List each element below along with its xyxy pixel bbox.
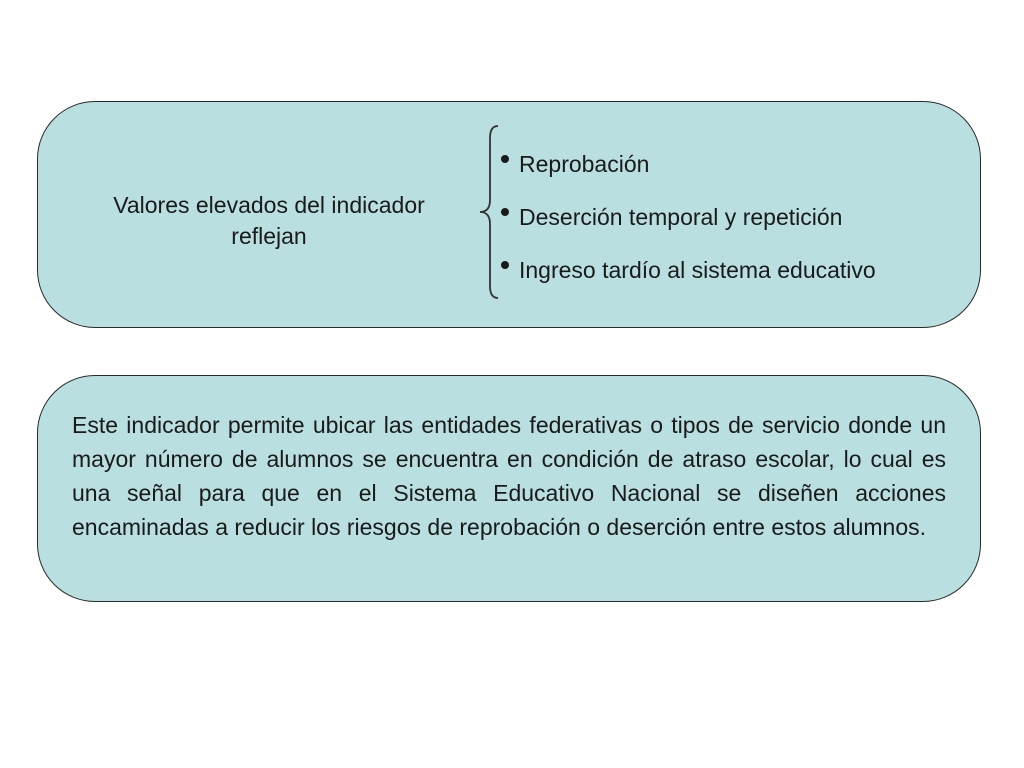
indicator-description-panel (37, 375, 981, 602)
list-item (501, 138, 876, 191)
list-item (501, 244, 876, 297)
bullet-icon (501, 155, 509, 163)
effects-list (501, 138, 876, 297)
description-paragraph: Este indicador permite ubicar las entidades federativas o tipos de servicio donde un mayor número de alumnos se encuentra en condición de atraso escolar, lo cual es una señal para que en el Sistema Educativo Nacional se diseñen acciones encaminadas a reducir los riesgos de reprobación o deserción entre estos alumnos. (72, 412, 946, 540)
curly-brace-icon (476, 124, 502, 300)
bullet-icon (501, 208, 509, 216)
list-item-label: Reprobación (519, 151, 650, 177)
indicator-effects-panel (37, 101, 981, 328)
list-item (501, 191, 876, 244)
list-item-label: Ingreso tardío al sistema educativo (519, 257, 876, 283)
lead-statement: Valores elevados del indicador reflejan (113, 192, 425, 249)
bullet-icon (501, 261, 509, 269)
list-item-label: Deserción temporal y repetición (519, 204, 843, 230)
